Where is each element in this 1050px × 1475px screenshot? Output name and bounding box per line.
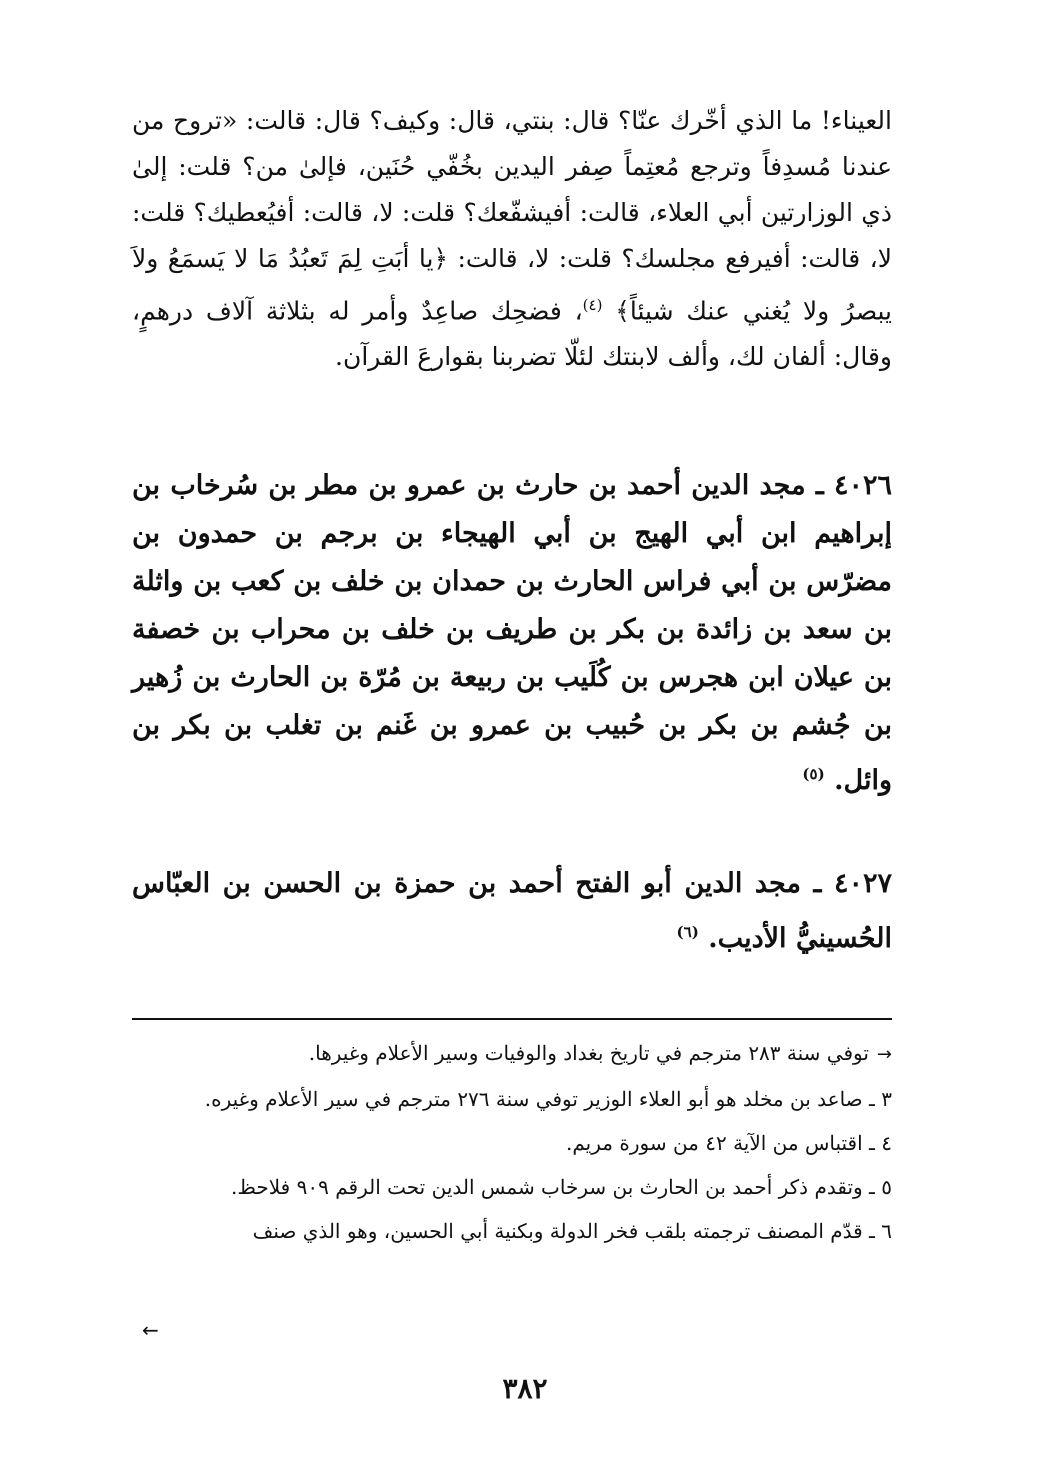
intro-text-after: ، فضحِك صاعِدٌ وأمر له بثلاثة آلاف درهمٍ، وقال: ألفان لك، وألف لابنتك لئلّا تضربنا بقوارعَ القرآن.	[132, 296, 892, 372]
footnote-text: ٣ ـ صاعد بن مخلد هو أبو العلاء الوزير توفي سنة ٢٧٦ مترجم في سير الأعلام وغيره.	[204, 1087, 892, 1111]
entry-text: مجد الدين أبو الفتح أحمد بن حمزة بن الحسن بن العبّاس الحُسينيُّ الأديب.	[132, 868, 892, 954]
footnote	[132, 1124, 892, 1162]
footnotes	[132, 1034, 892, 1256]
footnote-ref: (٤)	[582, 296, 603, 314]
intro-text: العيناء! ما الذي أخّرك عنّا؟ قال: بنتي، قال: وكيف؟ قال: قالت: «تروح من عندنا مُسدِفاً وترجع مُعتِماً صِفر اليدين بخُفّي حُنَين، فإلىٰ من؟ قلت: إلىٰ ذي الوزارتين أبي العلاء، قالت: أفيشفّعك؟ قلت: لا، قالت: أفيُعطيك؟ قلت: لا، قالت: أفيرفع مجلسك؟ قلت: لا، قالت: ﴿يا أبَتِ لِمَ تَعبُدُ مَا لا يَسمَعُ ولاَ يبصرُ ولا يُغني عنك شيئاً﴾	[132, 106, 893, 326]
entry-number: ٤٠٢٧ ـ	[813, 868, 892, 899]
footnote-text: ٤ ـ اقتباس من الآية ٤٢ من سورة مريم.	[566, 1131, 892, 1155]
footnote	[132, 1034, 892, 1074]
entry-number: ٤٠٢٦ ـ	[815, 470, 893, 501]
biography-entry	[132, 462, 892, 805]
continued-arrow-icon: →	[876, 1044, 892, 1065]
entry-text: مجد الدين أحمد بن حارث بن عمرو بن مطر بن سُرخاب بن إبراهيم ابن أبي الهيج بن أبي الهيجاء بن برجم بن حمدون بن مضرّس بن أبي فراس الحارث بن حمدان بن خلف بن كعب بن واثلة بن سعد بن زائدة بن بكر بن طريف بن خلف بن محراب بن خصفة بن عيلان ابن هجرس بن كُلَيب بن ربيعة بن مُرّة بن الحارث بن زُهير بن جُشم بن بكر بن حُبيب بن عمرو بن غَنم بن تغلب بن بكر بن وائل.	[132, 470, 892, 796]
page-number: ٣٨٢	[502, 1372, 548, 1405]
intro-paragraph	[132, 98, 892, 380]
footnote-text: ٦ ـ قدّم المصنف ترجمته بلقب فخر الدولة وبكنية أبي الحسين، وهو الذي صنف	[252, 1219, 892, 1243]
footnote-text: توفي سنة ٢٨٣ مترجم في تاريخ بغداد والوفيات وسير الأعلام وغيرها.	[308, 1041, 869, 1065]
footnote-ref: (٥)	[802, 765, 825, 783]
continues-arrow-icon: ←	[142, 1318, 159, 1342]
footnote	[132, 1168, 892, 1206]
footnote	[132, 1080, 892, 1118]
footnote-divider	[132, 1018, 892, 1020]
biography-entry	[132, 860, 892, 963]
footnote	[132, 1212, 892, 1250]
footnote-text: ٥ ـ وتقدم ذكر أحمد بن الحارث بن سرخاب شمس الدين تحت الرقم ٩٠٩ فلاحظ.	[231, 1175, 892, 1199]
intro-paragraph-block	[132, 98, 892, 380]
footnote-ref: (٦)	[676, 923, 699, 941]
